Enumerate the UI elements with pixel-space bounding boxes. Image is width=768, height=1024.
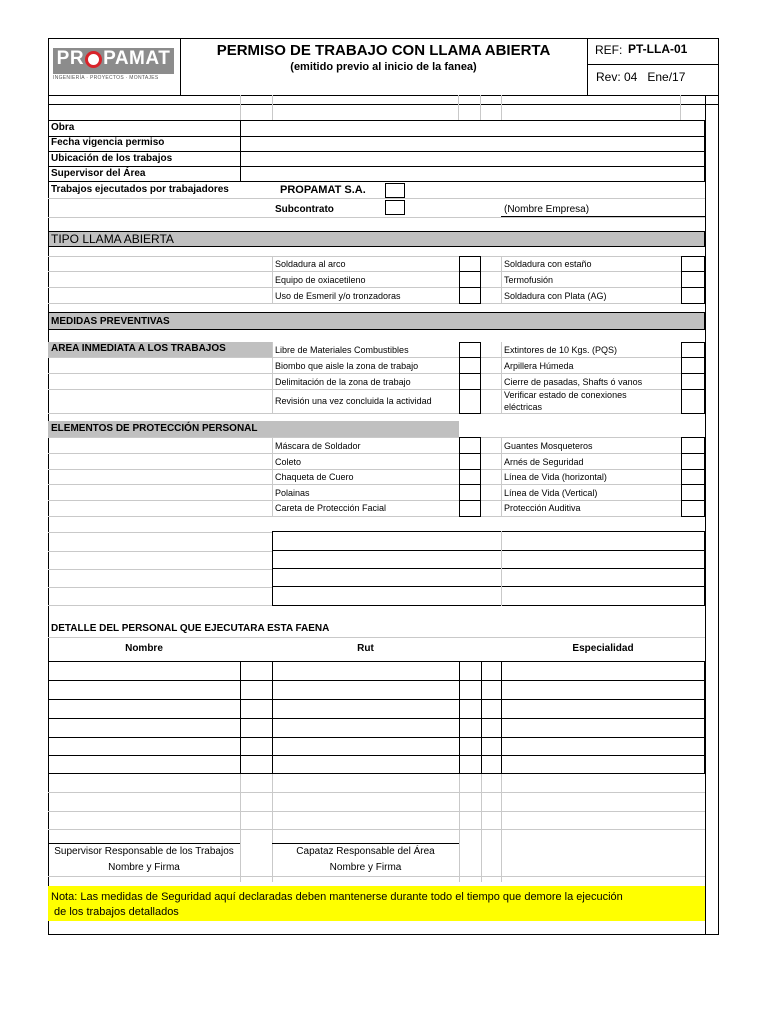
epp-checkbox[interactable]: [459, 437, 481, 454]
medida-checkbox[interactable]: [459, 357, 481, 374]
epp-checkbox[interactable]: [681, 484, 705, 501]
medida-checkbox[interactable]: [459, 342, 481, 358]
personal-row-line: [48, 737, 705, 738]
grid-line: [272, 437, 273, 517]
grid-line: [48, 198, 705, 199]
supervisor-label: Supervisor del Área: [51, 168, 146, 179]
info-row-line: [48, 181, 705, 182]
form-subtitle: (emitido previo al inicio de la fanea): [290, 61, 477, 73]
otros-row-line: [272, 586, 705, 587]
grid-line: [501, 437, 502, 517]
tipo-checkbox[interactable]: [681, 287, 705, 304]
medida-item: Delimitación de la zona de trabajo: [275, 377, 411, 387]
grid-line: [48, 829, 705, 830]
grid-line: [48, 453, 705, 454]
grid-line: [240, 774, 241, 882]
grid-line: [48, 104, 719, 105]
grid-line: [48, 569, 272, 570]
epp-checkbox[interactable]: [681, 469, 705, 485]
epp-checkbox[interactable]: [459, 484, 481, 501]
subcontrato-label: Subcontrato: [275, 204, 334, 215]
grid-line: [48, 500, 705, 501]
epp-item: Polainas: [275, 488, 310, 498]
grid-line: [481, 774, 482, 882]
company-logo: PR PAMAT INGENIERÍA · PROYECTOS · MONTAJES: [53, 44, 174, 81]
grid-line: [272, 256, 273, 304]
grid-line: [48, 587, 272, 588]
grid-line: [48, 637, 705, 638]
obra-field[interactable]: [241, 121, 704, 135]
tipo-item: Soldadura al arco: [275, 259, 346, 269]
header-bottom-line: [48, 95, 719, 96]
tipo-item: Soldadura con estaño: [504, 259, 592, 269]
col-nombre: Nombre: [125, 643, 163, 654]
subcontrato-checkbox[interactable]: [385, 200, 405, 215]
propamat-label: PROPAMAT S.A.: [280, 184, 366, 196]
grid-line: [48, 256, 705, 257]
tipo-checkbox[interactable]: [459, 271, 481, 288]
revision: Rev: 04 Ene/17: [596, 70, 686, 84]
grid-line: [48, 811, 705, 812]
grid-line: [48, 373, 705, 374]
grid-line: [240, 95, 241, 120]
epp-item: Línea de Vida (Vertical): [504, 488, 598, 498]
epp-checkbox[interactable]: [459, 500, 481, 517]
medida-item: Arpillera Húmeda: [504, 361, 574, 371]
medida-item: Revisión una vez concluida la actividad: [275, 396, 432, 406]
medida-item: Biombo que aisle la zona de trabajo: [275, 361, 419, 371]
medida-checkbox[interactable]: [681, 373, 705, 390]
otros-row-line: [272, 568, 705, 569]
medida-item: Libre de Materiales Combustibles: [275, 345, 409, 355]
col-especialidad: Especialidad: [572, 643, 634, 654]
epp-item: Guantes Mosqueteros: [504, 441, 593, 451]
medida-checkbox[interactable]: [459, 373, 481, 390]
epp-checkbox[interactable]: [459, 469, 481, 485]
tipo-checkbox[interactable]: [681, 256, 705, 272]
otros-row-line: [272, 550, 705, 551]
medida-checkbox[interactable]: [459, 389, 481, 414]
header-divider: [587, 64, 719, 65]
nota-line-1: Nota: Las medidas de Seguridad aquí declaradas deben mantenerse durante todo el tiempo que demore la ejecución: [51, 891, 623, 903]
epp-item: Arnés de Seguridad: [504, 457, 584, 467]
personal-row-line: [48, 718, 705, 719]
grid-line: [480, 95, 481, 120]
supervisor-signature-label: Supervisor Responsable de los Trabajos: [54, 846, 234, 857]
grid-line: [48, 605, 272, 606]
nombre-empresa-label: (Nombre Empresa): [504, 204, 590, 215]
supervisor-signature-sub: Nombre y Firma: [108, 862, 180, 873]
tipo-checkbox[interactable]: [459, 287, 481, 304]
grid-line: [501, 256, 502, 304]
grid-line: [680, 95, 681, 120]
epp-title: ELEMENTOS DE PROTECCIÓN PERSONAL: [51, 423, 258, 434]
personal-col-line: [459, 661, 460, 774]
medida-item: Cierre de pasadas, Shafts ó vanos: [504, 377, 643, 387]
signature-line-supervisor[interactable]: [48, 843, 240, 844]
grid-line: [501, 774, 502, 882]
epp-checkbox[interactable]: [459, 453, 481, 470]
grid-line: [48, 469, 705, 470]
trabajos-label: Trabajos ejecutados por trabajadores: [51, 184, 229, 195]
tipo-checkbox[interactable]: [681, 271, 705, 288]
personal-col-line: [501, 661, 502, 774]
capataz-signature-sub: Nombre y Firma: [329, 862, 402, 873]
personal-col-line: [481, 661, 482, 774]
grid-line: [48, 484, 705, 485]
grid-line: [48, 413, 705, 414]
grid-line: [501, 95, 502, 120]
grid-line: [48, 516, 705, 517]
grid-line: [48, 792, 705, 793]
tipo-item: Termofusión: [504, 275, 554, 285]
personal-col-line: [240, 661, 241, 774]
grid-line: [272, 95, 273, 120]
signature-line-capataz[interactable]: [272, 843, 459, 844]
nota-line-2: de los trabajos detallados: [51, 906, 179, 918]
epp-checkbox[interactable]: [681, 453, 705, 470]
logo-tagline: INGENIERÍA · PROYECTOS · MONTAJES: [53, 75, 159, 81]
ref-value: PT-LLA-01: [628, 42, 688, 56]
supervisor-field[interactable]: [241, 167, 704, 180]
grid-line: [48, 271, 705, 272]
epp-item: Chaqueta de Cuero: [275, 472, 354, 482]
grid-line: [48, 303, 705, 304]
epp-item: Línea de Vida (horizontal): [504, 472, 607, 482]
header-divider: [587, 38, 588, 95]
personal-row-line: [48, 699, 705, 700]
medida-checkbox[interactable]: [681, 389, 705, 414]
capataz-signature-label: Capataz Responsable del Área: [296, 846, 435, 857]
grid-line: [48, 357, 705, 358]
medida-item: eléctricas: [504, 402, 543, 412]
grid-line: [272, 342, 273, 414]
grid-line: [48, 551, 272, 552]
ubicacion-label: Ubicación de los trabajos: [51, 153, 173, 164]
propamat-checkbox[interactable]: [385, 183, 405, 198]
epp-checkbox[interactable]: [681, 500, 705, 517]
grid-line: [48, 876, 705, 877]
epp-item: Protección Auditiva: [504, 503, 581, 513]
tipo-item: Uso de Esmeril y/o tronzadoras: [275, 291, 401, 301]
epp-item: Coleto: [275, 457, 302, 467]
grid-line: [48, 437, 705, 438]
fecha-field[interactable]: [241, 137, 704, 150]
ubicacion-field[interactable]: [241, 152, 704, 165]
personal-title: DETALLE DEL PERSONAL QUE EJECUTARA ESTA FAENA: [51, 623, 330, 634]
tipo-llama-title: TIPO LLAMA ABIERTA: [51, 232, 174, 246]
grid-line: [458, 95, 459, 120]
fecha-label: Fecha vigencia permiso: [51, 137, 165, 148]
epp-checkbox[interactable]: [681, 437, 705, 454]
personal-row-line: [48, 680, 705, 681]
tipo-item: Equipo de oxiacetileno: [275, 275, 366, 285]
medida-checkbox[interactable]: [681, 342, 705, 358]
medida-item: Verificar estado de conexiones: [504, 390, 627, 400]
grid-line: [501, 342, 502, 414]
ref-label: REF:: [595, 43, 623, 57]
medida-item: Extintores de 10 Kgs. (PQS): [504, 345, 618, 355]
form-title: PERMISO DE TRABAJO CON LLAMA ABIERTA: [216, 42, 551, 59]
medida-checkbox[interactable]: [681, 357, 705, 374]
grid-line: [501, 531, 502, 606]
epp-item: Careta de Protección Facial: [275, 503, 387, 513]
tipo-item: Soldadura con Plata (AG): [504, 291, 607, 301]
col-rut: Rut: [357, 643, 374, 654]
medidas-title: MEDIDAS PREVENTIVAS: [51, 316, 170, 327]
grid-line: [48, 287, 705, 288]
grid-line: [48, 532, 272, 533]
right-border: [705, 95, 706, 935]
logo-circle-icon: [85, 51, 102, 68]
epp-item: Máscara de Soldador: [275, 441, 361, 451]
tipo-checkbox[interactable]: [459, 256, 481, 272]
personal-row-line: [48, 755, 705, 756]
grid-line: [48, 217, 705, 218]
obra-label: Obra: [51, 122, 75, 133]
personal-col-line: [272, 661, 273, 774]
grid-line: [459, 774, 460, 882]
area-title: AREA INMEDIATA A LOS TRABAJOS: [51, 343, 226, 354]
